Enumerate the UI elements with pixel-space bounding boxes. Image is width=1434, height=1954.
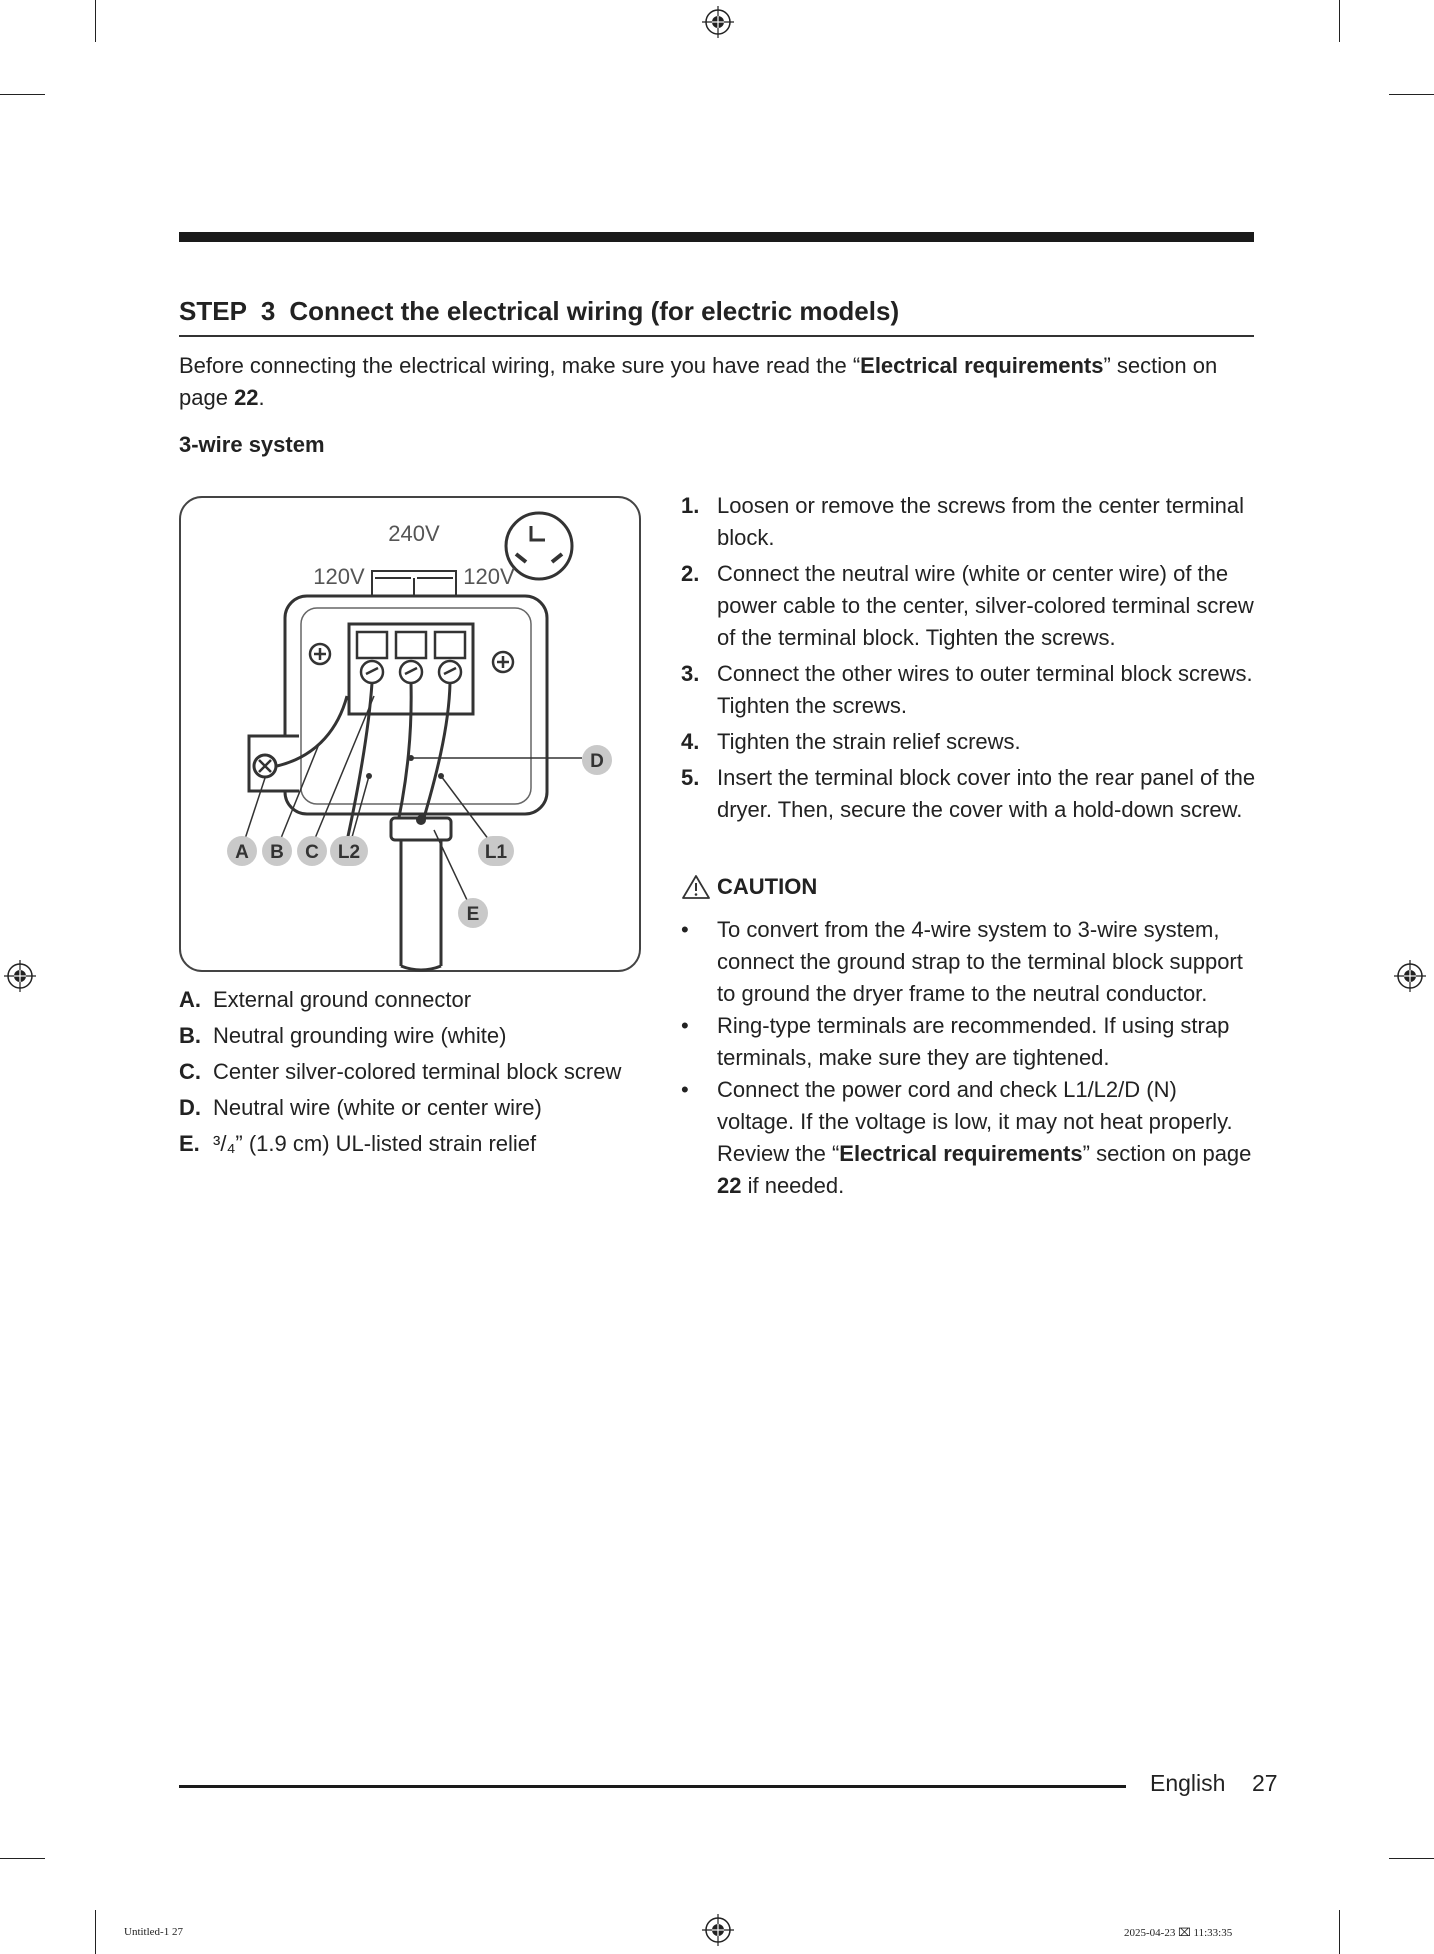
legend-key: B. <box>179 1023 201 1048</box>
caution-label: CAUTION <box>717 874 818 899</box>
caution-item <box>681 914 1256 1010</box>
legend-item <box>179 1020 649 1052</box>
intro-page-reference: 22 <box>234 385 259 410</box>
wiring-diagram <box>179 496 641 972</box>
callout-b: B <box>270 842 284 863</box>
registration-mark-icon <box>700 4 736 40</box>
header-bar <box>179 232 1254 242</box>
step-title-text: Connect the electrical wiring (for electric models) <box>289 296 900 326</box>
step-label: STEP <box>179 296 247 326</box>
legend-key: A. <box>179 987 201 1012</box>
crop-mark <box>95 0 96 42</box>
legend-key: D. <box>179 1095 201 1120</box>
callout-c: C <box>305 842 319 863</box>
outlet-icon <box>506 513 572 579</box>
registration-mark-icon <box>700 1912 736 1948</box>
legend-item <box>179 984 649 1016</box>
legend-item <box>179 1128 649 1160</box>
diagram-legend <box>179 984 649 1164</box>
step-item <box>681 558 1256 654</box>
step-key: 4. <box>681 729 700 754</box>
registration-mark-icon <box>2 958 38 994</box>
caution-text-part: Connect the power cord and check L1/L2/D (N) voltage. If the voltage is low, it may not heat properly. Review the “ <box>717 1077 1233 1166</box>
step-item <box>681 658 1256 722</box>
caution-text-part: if needed. <box>741 1173 845 1198</box>
footer-language: English <box>1150 1770 1226 1796</box>
footer-rule <box>179 1785 1126 1788</box>
legend-text: Neutral grounding wire (white) <box>213 1023 507 1048</box>
legend-text: ³/₄” (1.9 cm) UL-listed strain relief <box>213 1131 537 1156</box>
intro-text: . <box>258 385 265 410</box>
crop-mark <box>0 94 45 95</box>
voltage-label-120-left: 120V <box>313 564 365 589</box>
intro-text: Before connecting the electrical wiring, make sure you have read the “ <box>179 353 861 378</box>
crop-mark <box>1389 94 1434 95</box>
bullet-mark: • <box>681 1077 689 1102</box>
crop-mark <box>1339 0 1340 42</box>
print-file-mark: Untitled-1 27 <box>124 1926 183 1938</box>
callout-l1: L1 <box>484 842 508 863</box>
step-key: 5. <box>681 765 700 790</box>
caution-text <box>717 1074 1256 1202</box>
caution-heading <box>681 874 817 900</box>
step-text: Tighten the strain relief screws. <box>717 729 1021 754</box>
title-divider <box>179 335 1254 337</box>
crop-mark <box>95 1910 96 1954</box>
intro-paragraph <box>179 350 1259 414</box>
legend-key: C. <box>179 1059 201 1084</box>
legend-item <box>179 1092 649 1124</box>
registration-mark-icon <box>1392 958 1428 994</box>
caution-item <box>681 1010 1256 1074</box>
caution-page-reference: 22 <box>717 1173 742 1198</box>
step-item <box>681 762 1256 826</box>
caution-bullets <box>681 914 1256 1202</box>
bullet-mark: • <box>681 1013 689 1038</box>
legend-text: External ground connector <box>213 987 472 1012</box>
intro-text: ” section on page <box>179 353 1218 410</box>
crop-mark <box>1389 1858 1434 1859</box>
step-number: 3 <box>260 296 276 326</box>
subheading: 3-wire system <box>179 432 325 457</box>
step-item <box>681 490 1256 554</box>
caution-bold-reference: Electrical requirements <box>839 1141 1083 1166</box>
intro-bold-reference: Electrical requirements <box>860 353 1104 378</box>
caution-text-part: ” section on page <box>1082 1141 1252 1166</box>
warning-triangle-icon <box>681 874 711 900</box>
step-key: 3. <box>681 661 700 686</box>
crop-mark <box>0 1858 45 1859</box>
step-item <box>681 726 1256 758</box>
legend-text: Center silver-colored terminal block screw <box>213 1059 622 1084</box>
callout-e: E <box>466 904 480 925</box>
callout-l2: L2 <box>337 842 361 863</box>
step-key: 2. <box>681 561 700 586</box>
step-text: Connect the neutral wire (white or center wire) of the power cable to the center, silver-colored terminal screw of the terminal block. Tighten the screws. <box>717 561 1254 650</box>
caution-text: To convert from the 4-wire system to 3-wire system, connect the ground strap to the terminal block support to ground the dryer frame to the neutral conductor. <box>717 917 1243 1006</box>
step-title <box>179 296 899 327</box>
instruction-steps <box>681 490 1256 830</box>
step-text: Connect the other wires to outer terminal block screws. Tighten the screws. <box>717 661 1253 718</box>
voltage-label-240: 240V <box>388 521 440 546</box>
page-number: 27 <box>1252 1770 1278 1796</box>
voltage-label-120-right: 120V <box>463 564 515 589</box>
step-text: Loosen or remove the screws from the center terminal block. <box>717 493 1245 550</box>
legend-item <box>179 1056 649 1088</box>
callout-a: A <box>235 842 249 863</box>
caution-text: Ring-type terminals are recommended. If using strap terminals, make sure they are tightened. <box>717 1013 1230 1070</box>
crop-mark <box>1339 1910 1340 1954</box>
print-timestamp: 2025-04-23 ⌧ 11:33:35 <box>1124 1927 1233 1939</box>
bullet-mark: • <box>681 917 689 942</box>
legend-key: E. <box>179 1131 200 1156</box>
callout-d: D <box>590 751 604 772</box>
step-key: 1. <box>681 493 700 518</box>
legend-text: Neutral wire (white or center wire) <box>213 1095 542 1120</box>
caution-item <box>681 1074 1256 1202</box>
step-text: Insert the terminal block cover into the rear panel of the dryer. Then, secure the cover with a hold-down screw. <box>717 765 1256 822</box>
